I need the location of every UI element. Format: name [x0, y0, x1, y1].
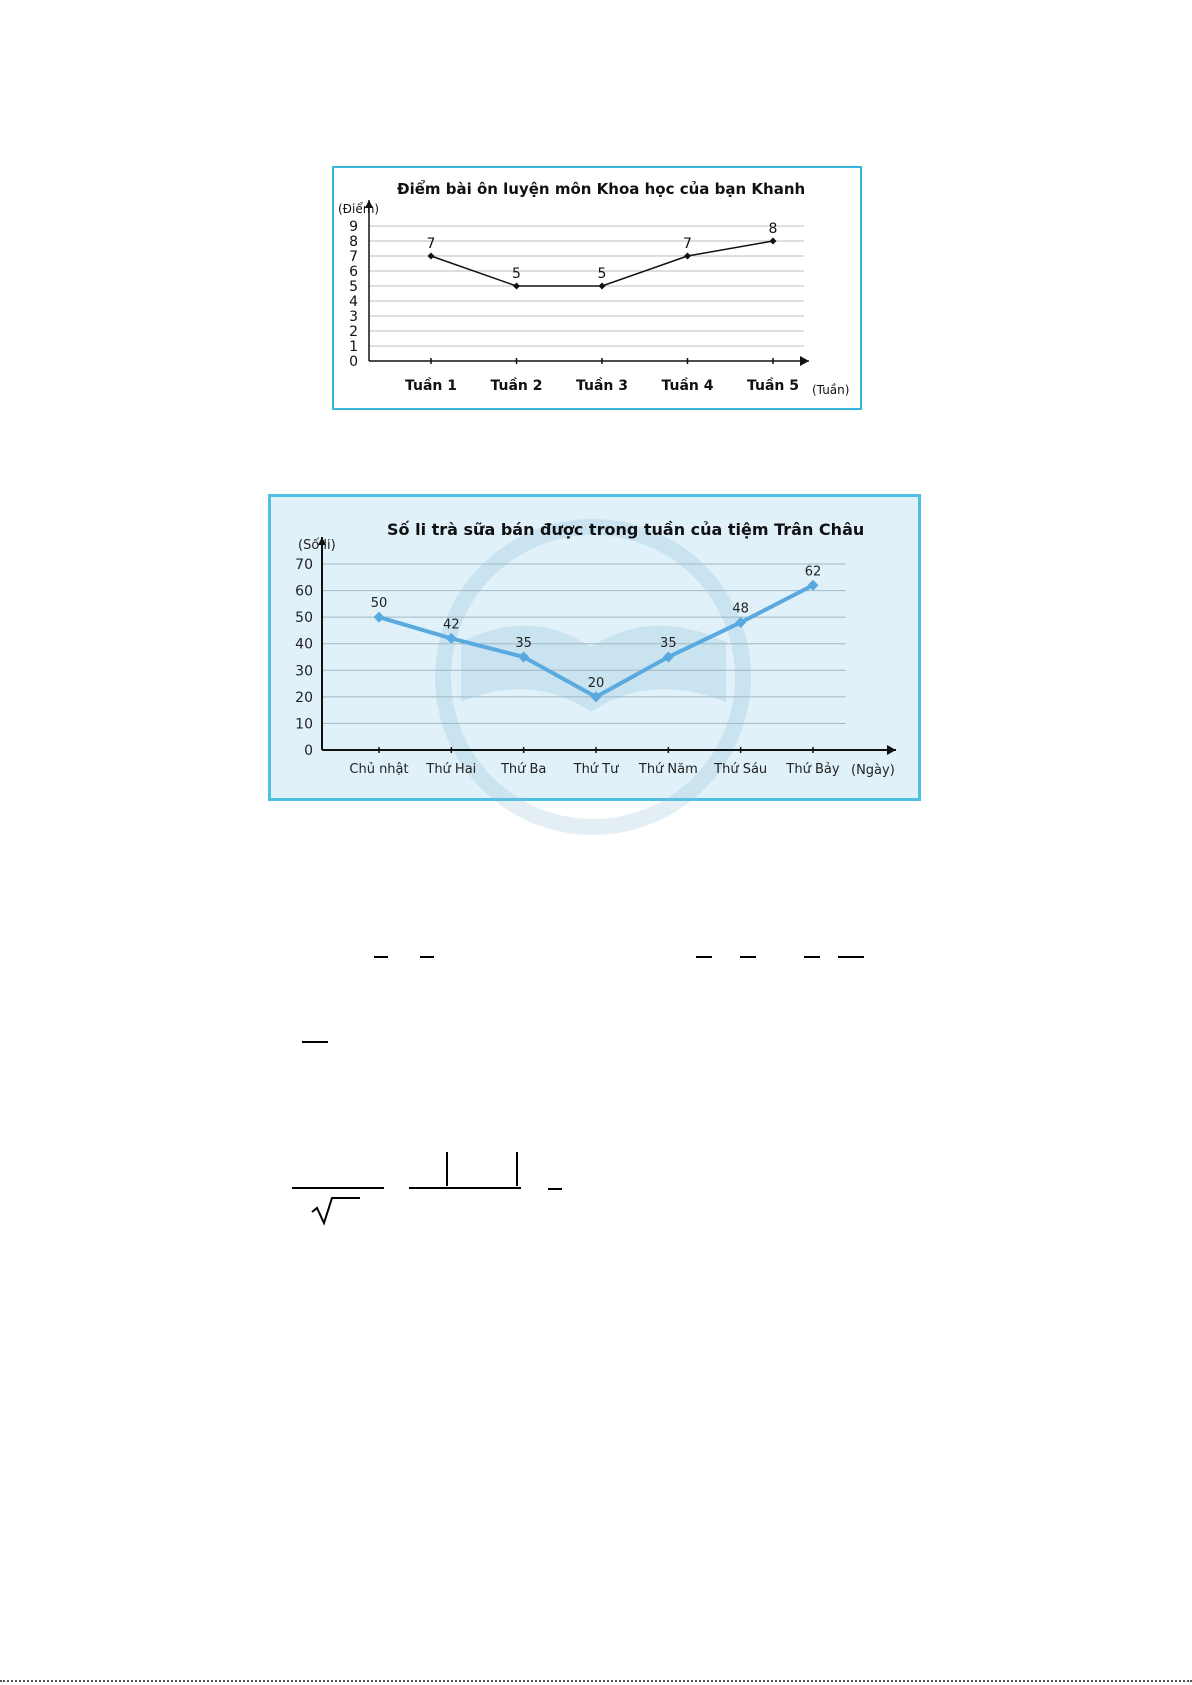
fraction-bar — [420, 956, 434, 958]
data-label: 35 — [515, 636, 532, 651]
chart-2-svg — [271, 497, 924, 804]
absolute-value-bar — [516, 1152, 518, 1186]
data-label: 20 — [587, 675, 605, 691]
y-tick-label: 0 — [349, 354, 358, 370]
fraction-bar — [292, 1187, 384, 1189]
page-bottom-dotted-rule — [0, 1680, 1192, 1682]
y-tick-label: 40 — [295, 636, 313, 653]
y-tick-label: 1 — [349, 339, 358, 355]
y-tick-label: 7 — [349, 249, 358, 265]
data-point — [770, 238, 777, 245]
y-tick-label: 60 — [295, 583, 313, 600]
x-tick-label: Thứ Năm — [638, 762, 698, 777]
chart-2-y-ticks — [295, 557, 313, 759]
data-label: 8 — [768, 221, 778, 237]
x-axis-arrow — [800, 356, 809, 366]
chart-2-frame — [268, 494, 921, 801]
y-tick-label: 3 — [349, 309, 358, 325]
chart-1-y-ticks — [349, 219, 358, 370]
x-tick-label: Chủ nhật — [349, 762, 409, 777]
data-label: 62 — [804, 564, 822, 580]
chart-1-axes — [365, 200, 809, 366]
chart-1-x-axis-label: (Tuần) — [812, 383, 850, 397]
y-tick-label: 2 — [349, 324, 358, 340]
chart-1-series — [427, 221, 778, 290]
y-tick-label: 0 — [304, 743, 313, 759]
x-tick-label: Tuần 4 — [661, 378, 714, 394]
chart-1-x-ticks — [405, 377, 799, 394]
chart-2-x-axis-label: (Ngày) — [851, 763, 895, 778]
data-point — [599, 283, 606, 290]
data-point — [374, 612, 385, 623]
y-tick-label: 10 — [295, 716, 313, 733]
fraction-bar — [740, 956, 756, 958]
y-tick-label: 5 — [349, 279, 358, 295]
chart-1-frame — [332, 166, 862, 410]
y-tick-label: 30 — [295, 663, 313, 680]
y-tick-label: 70 — [295, 557, 313, 573]
data-point — [684, 253, 691, 260]
fraction-bar — [804, 956, 820, 958]
y-tick-label: 8 — [349, 234, 358, 250]
x-tick-label: Tuần 2 — [490, 378, 543, 394]
y-tick-label: 20 — [295, 689, 313, 706]
data-label: 48 — [732, 601, 749, 617]
x-tick-label: Thứ Hai — [426, 762, 477, 777]
data-point — [513, 283, 520, 290]
data-label: 50 — [370, 596, 388, 612]
y-tick-label: 50 — [295, 610, 313, 627]
data-label: 7 — [426, 236, 436, 252]
chart-1-title: Điểm bài ôn luyện môn Khoa học của bạn Khanh — [397, 180, 806, 198]
chart-2-x-ticks — [349, 762, 839, 777]
x-tick-label: Thứ Bảy — [786, 762, 840, 777]
fraction-bar — [838, 956, 864, 958]
fraction-bar — [409, 1187, 521, 1189]
data-label: 35 — [660, 636, 677, 651]
x-tick-label: Tuần 3 — [575, 378, 629, 394]
data-label: 7 — [683, 236, 692, 252]
data-label: 42 — [443, 617, 460, 633]
chart-1-y-axis-label: (Điểm) — [338, 202, 380, 216]
fraction-bar — [302, 1041, 328, 1043]
chart-1-svg — [334, 168, 864, 412]
x-tick-label: Tuần 5 — [746, 378, 800, 394]
x-tick-label: Thứ Tư — [573, 762, 619, 777]
x-tick-label: Tuần 1 — [404, 378, 458, 394]
radical-sign — [310, 1196, 362, 1226]
absolute-value-bar — [446, 1152, 448, 1186]
chart-2-y-axis-label: (Số li) — [298, 538, 336, 553]
y-tick-label: 6 — [349, 264, 358, 280]
fraction-bar — [696, 956, 712, 958]
data-label: 5 — [597, 266, 607, 282]
data-label: 5 — [512, 266, 521, 282]
y-tick-label: 4 — [349, 294, 358, 310]
chart-2-title: Số li trà sữa bán được trong tuần của tiệm Trân Châu — [387, 520, 865, 539]
fraction-bar — [374, 956, 388, 958]
x-tick-label: Thứ Sáu — [714, 762, 768, 777]
fraction-bar — [548, 1188, 562, 1190]
data-point — [428, 253, 435, 260]
x-axis-arrow — [887, 745, 896, 755]
y-tick-label: 9 — [349, 219, 358, 235]
x-tick-label: Thứ Ba — [500, 762, 547, 777]
